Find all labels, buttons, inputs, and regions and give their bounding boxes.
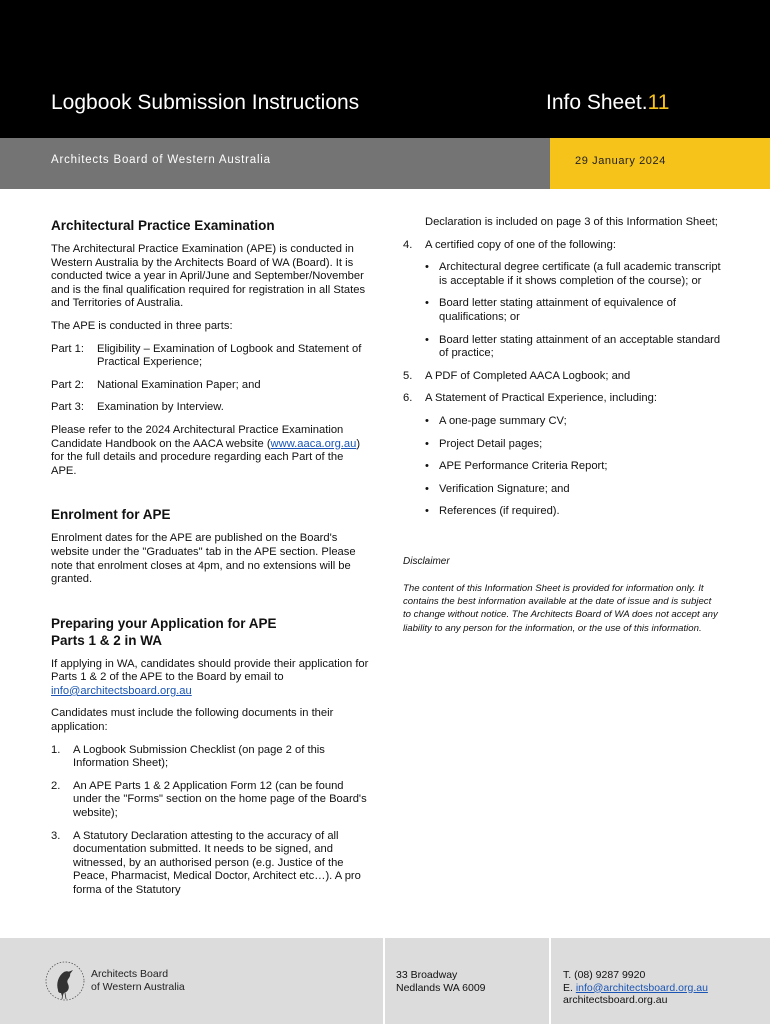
bullet-icon: • xyxy=(425,505,429,518)
handbook-text-pre: Please refer to the 2024 Architectural Practice Examination Candidate Handbook on the AACA website ( xyxy=(51,423,344,450)
part-text: Eligibility – Examination of Logbook and Statement of Practical Experience; xyxy=(97,342,362,369)
address-line2: Nedlands WA 6009 xyxy=(396,981,486,994)
item-text: A certified copy of one of the following: xyxy=(425,238,616,251)
item-number: 2. xyxy=(51,779,61,792)
bullet-item xyxy=(425,483,721,497)
address-line1: 33 Broadway xyxy=(396,969,458,981)
bullet-icon: • xyxy=(425,261,429,274)
preparing-heading xyxy=(51,615,369,649)
ape-parts-intro: The APE is conducted in three parts: xyxy=(51,319,233,332)
list-item xyxy=(403,239,721,253)
bullet-item xyxy=(425,297,721,324)
footer-contact xyxy=(563,969,708,1007)
item-number: 4. xyxy=(403,238,413,251)
left-column xyxy=(51,217,369,907)
item-number: 6. xyxy=(403,392,413,405)
bullet-text: APE Performance Criteria Report; xyxy=(439,460,608,473)
item-text: A Logbook Submission Checklist (on page 2 of this Information Sheet); xyxy=(73,743,325,770)
logo-line2: of Western Australia xyxy=(91,980,185,993)
item-number: 5. xyxy=(403,369,413,382)
document-title: Logbook Submission Instructions xyxy=(51,91,360,114)
bullet-text: Board letter stating attainment of an acceptable standard of practice; xyxy=(439,333,721,360)
email-label: E. xyxy=(563,981,576,994)
item-text: A Statement of Practical Experience, including: xyxy=(425,392,657,405)
part-label: Part 1: xyxy=(51,342,84,355)
part-label: Part 3: xyxy=(51,401,84,414)
enrolment-heading: Enrolment for APE xyxy=(51,507,171,523)
bullet-text: Verification Signature; and xyxy=(439,482,570,495)
item-text: An APE Parts 1 & 2 Application Form 12 (can be found under the "Forms" section on the home page of the Board's website); xyxy=(73,779,367,820)
bullet-text: Project Detail pages; xyxy=(439,437,543,450)
bullet-item xyxy=(425,415,721,429)
documents-list-continued-2 xyxy=(403,370,721,406)
list-item xyxy=(403,392,721,406)
ape-handbook-note xyxy=(51,424,369,478)
right-column xyxy=(403,216,721,635)
board-email-link[interactable]: info@architectsboard.org.au xyxy=(51,684,192,697)
issue-date: 29 January 2024 xyxy=(575,155,666,167)
item-number: 3. xyxy=(51,829,61,842)
preparing-heading-line1: Preparing your Application for APE xyxy=(51,615,277,631)
bullet-icon: • xyxy=(425,414,429,427)
bullet-item xyxy=(425,334,721,361)
footer xyxy=(0,938,770,1024)
org-band xyxy=(0,138,550,189)
logo-line1: Architects Board xyxy=(91,968,169,980)
ape-part xyxy=(51,379,369,393)
part-text: National Examination Paper; and xyxy=(97,378,261,391)
bullet-icon: • xyxy=(425,460,429,473)
disclaimer-text: The content of this Information Sheet is provided for information only. It contains the best information available at the date of issue and is subject to change without notice. The Architects Board of WA does not accept any liability to any person for the information, or the use of this information. xyxy=(403,582,718,634)
bullet-item xyxy=(425,438,721,452)
disclaimer-title: Disclaimer xyxy=(403,555,450,567)
enrolment-section xyxy=(51,506,369,586)
info-sheet-label xyxy=(546,91,669,115)
info-sheet-number: 11 xyxy=(647,91,670,114)
item-text: A Statutory Declaration attesting to the accuracy of all documentation submitted. It needs to be signed, and witnessed, by an authorised person (e.g. Justice of the Peace, Pharmacist, Medical Doctor, Architect etc…). A pro forma of the Statutory xyxy=(73,829,361,896)
info-sheet-prefix: Info Sheet. xyxy=(546,91,648,114)
enrolment-text: Enrolment dates for the APE are published on the Board's website under the "Graduates" tab in the APE section. Please note that enrolment closes at 4pm, and no extensions will be granted. xyxy=(51,532,356,586)
bullet-item xyxy=(425,261,721,288)
bullet-icon: • xyxy=(425,437,429,450)
handbook-text-post: ) for the full details and procedure regarding each Part of the APE. xyxy=(51,437,361,477)
list-item xyxy=(51,780,369,821)
website-text: architectsboard.org.au xyxy=(563,994,668,1006)
footer-logo-text xyxy=(91,968,185,993)
date-band xyxy=(550,138,770,189)
aaca-link[interactable]: www.aaca.org.au xyxy=(270,437,357,450)
footer-divider xyxy=(549,938,551,1024)
item-number: 1. xyxy=(51,743,61,756)
item-text: A PDF of Completed AACA Logbook; and xyxy=(425,369,631,382)
documents-list xyxy=(51,744,369,898)
ape-part xyxy=(51,401,369,415)
list-item xyxy=(51,830,369,898)
footer-divider xyxy=(383,938,385,1024)
ape-heading: Architectural Practice Examination xyxy=(51,218,275,233)
ape-part xyxy=(51,343,369,370)
email-line xyxy=(563,982,708,995)
list-item xyxy=(51,744,369,771)
bullet-icon: • xyxy=(425,482,429,495)
bullet-text: Architectural degree certificate (a full academic transcript is acceptable if it shows completion of the course); or xyxy=(439,261,721,287)
preparing-email-note xyxy=(51,658,369,699)
email-note-text: If applying in WA, candidates should provide their application for Parts 1 & 2 of the APE to the Board by email to xyxy=(51,657,369,684)
practical-experience-items xyxy=(425,415,721,519)
board-seal-logo-icon xyxy=(44,958,86,1004)
certified-copy-options xyxy=(425,261,721,361)
documents-list-continued xyxy=(403,239,721,253)
bullet-icon: • xyxy=(425,297,429,310)
bullet-text: Board letter stating attainment of equivalence of qualifications; or xyxy=(439,297,676,323)
org-name: Architects Board of Western Australia xyxy=(51,154,271,166)
preparing-heading-line2: Parts 1 & 2 in WA xyxy=(51,632,163,648)
part-text: Examination by Interview. xyxy=(97,401,224,414)
bullet-icon: • xyxy=(425,333,429,346)
header-bar xyxy=(0,0,770,138)
bullet-text: A one-page summary CV; xyxy=(439,414,567,427)
bullet-text: References (if required). xyxy=(439,505,560,518)
documents-intro: Candidates must include the following documents in their application: xyxy=(51,707,334,734)
preparing-section xyxy=(51,615,369,898)
ape-intro: The Architectural Practice Examination (APE) is conducted in Western Australia by the Architects Board of WA (Board). It is conducted twice a year in April/June and September/November and is the final qualification required for registration in all States and Territories of Australia. xyxy=(51,243,366,310)
bullet-item xyxy=(425,505,721,519)
bullet-item xyxy=(425,460,721,474)
declaration-continuation: Declaration is included on page 3 of this Information Sheet; xyxy=(425,216,718,228)
part-label: Part 2: xyxy=(51,378,84,391)
footer-address xyxy=(396,969,486,994)
phone-number: T. (08) 9287 9920 xyxy=(563,969,646,981)
footer-email-link[interactable]: info@architectsboard.org.au xyxy=(575,981,708,994)
list-item xyxy=(403,370,721,384)
